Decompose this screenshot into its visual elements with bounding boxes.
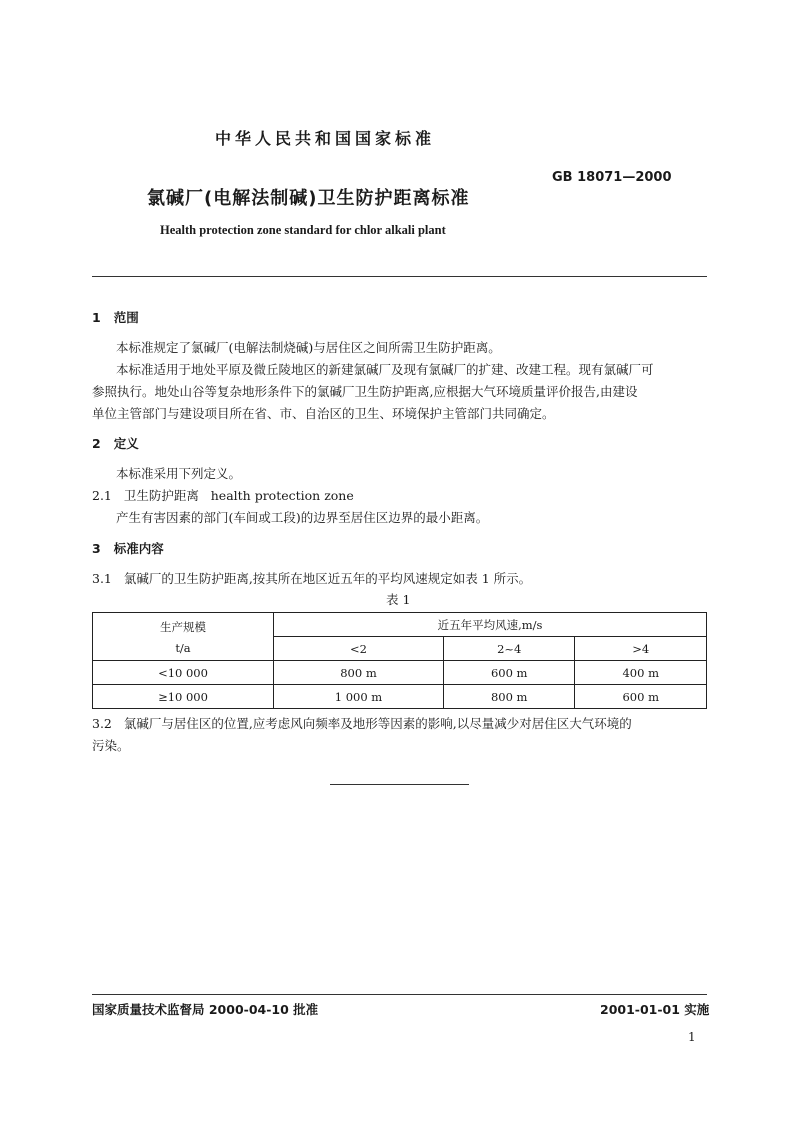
clause-3-2-line-1: [92, 713, 632, 735]
wind-distance-table: [92, 612, 707, 709]
clause-3-2-number: 3.2: [92, 716, 112, 731]
table-header-wind: 近五年平均风速,m/s: [274, 613, 707, 637]
table-row: [93, 661, 707, 685]
standard-title-en: Health protection zone standard for chlor alkali plant: [160, 223, 446, 237]
table-header-wind-col: 2~4: [443, 637, 575, 661]
section-2-number: 2: [92, 436, 101, 451]
implementation-date: 2001-01-01 实施: [600, 1002, 710, 1017]
clause-3-2-line-2: 污染。: [92, 738, 130, 753]
table-cell: 1 000 m: [274, 685, 444, 709]
section-1-heading: [92, 308, 139, 326]
section-1-number: 1: [92, 310, 101, 325]
definition-2-1-term-en: health protection zone: [210, 488, 354, 503]
clause-3-1-number: 3.1: [92, 571, 112, 586]
section-2-para-1: 本标准采用下列定义。: [116, 466, 242, 481]
header-divider: [92, 276, 707, 277]
table-cell: 600 m: [575, 685, 707, 709]
definition-2-1-term: 卫生防护距离: [123, 488, 199, 503]
section-2-title: 定义: [113, 436, 139, 451]
footer-divider: [92, 994, 707, 995]
clause-3-1-text: 氯碱厂的卫生防护距离,按其所在地区近五年的平均风速规定如表 1 所示。: [123, 571, 532, 586]
standard-number: GB 18071—2000: [552, 170, 672, 185]
table-cell-scale: <10 000: [93, 661, 274, 685]
section-1-para-1: 本标准规定了氯碱厂(电解法制烧碱)与居住区之间所需卫生防护距离。: [116, 340, 501, 355]
table-cell-scale: ≥10 000: [93, 685, 274, 709]
definition-2-1: [92, 485, 354, 507]
clause-3-1: [92, 568, 531, 590]
table-header-wind-col: <2: [274, 637, 444, 661]
standard-title-cn: 氯碱厂(电解法制碱)卫生防护距离标准: [147, 188, 470, 209]
table-header-scale-unit: t/a: [175, 640, 191, 655]
section-3-number: 3: [92, 541, 101, 556]
table-cell: 800 m: [274, 661, 444, 685]
table-cell: 400 m: [575, 661, 707, 685]
table-cell: 600 m: [443, 661, 575, 685]
table-caption: 表 1: [386, 592, 411, 607]
table-row: [93, 685, 707, 709]
table-header-wind-col: >4: [575, 637, 707, 661]
end-rule: [330, 784, 469, 785]
table-header-scale: [93, 613, 274, 661]
section-1-title: 范围: [113, 310, 139, 325]
section-1-para-2-line-3: 单位主管部门与建设项目所在省、市、自治区的卫生、环境保护主管部门共同确定。: [92, 406, 555, 421]
page-number: 1: [688, 1030, 696, 1044]
table-cell: 800 m: [443, 685, 575, 709]
section-1-para-2-line-2: 参照执行。地处山谷等复杂地形条件下的氯碱厂卫生防护距离,应根据大气环境质量评价报告,由建设: [92, 384, 638, 399]
section-1-para-2-line-1: 本标准适用于地处平原及微丘陵地区的新建氯碱厂及现有氯碱厂的扩建、改建工程。现有氯碱厂可: [116, 362, 654, 377]
table-header-scale-label: 生产规模: [160, 619, 206, 634]
national-standard-title: 中华人民共和国国家标准: [214, 129, 435, 148]
definition-2-1-text: 产生有害因素的部门(车间或工段)的边界至居住区边界的最小距离。: [116, 510, 489, 525]
clause-3-2-text: 氯碱厂与居住区的位置,应考虑风向频率及地形等因素的影响,以尽量减少对居住区大气环境的: [123, 716, 632, 731]
section-2-heading: [92, 434, 139, 452]
approval-line: 国家质量技术监督局 2000-04-10 批准: [92, 1002, 319, 1017]
section-3-heading: [92, 539, 164, 557]
definition-2-1-number: 2.1: [92, 488, 112, 503]
section-3-title: 标准内容: [113, 541, 164, 556]
